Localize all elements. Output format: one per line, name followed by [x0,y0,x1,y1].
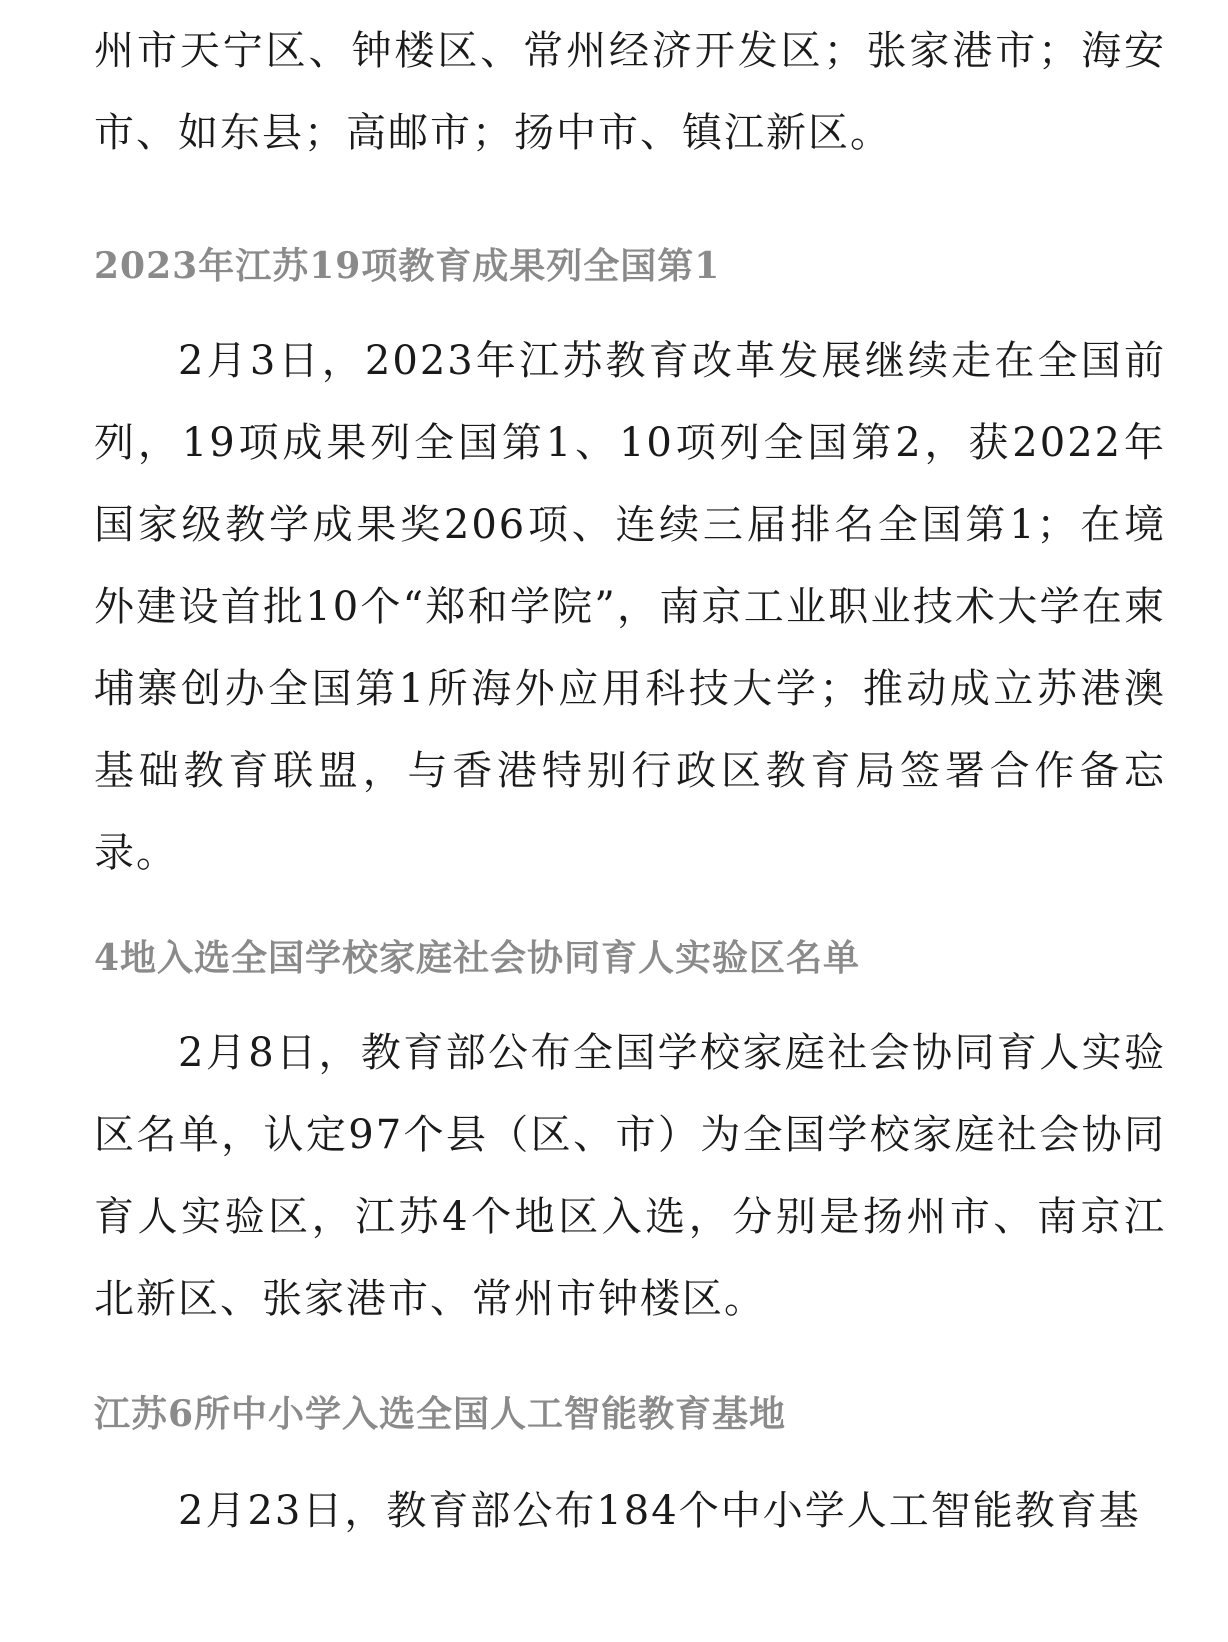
continuation-paragraph: 州市天宁区、钟楼区、常州经济开发区；张家港市；海安市、如东县；高邮市；扬中市、镇江新区。 [94,28,1166,156]
section-paragraph: 2月8日，教育部公布全国学校家庭社会协同育人实验区名单，认定97个县（区、市）为全国学校家庭社会协同育人实验区，江苏4个地区入选，分别是扬州市、南京江北新区、张家港市、常州市钟楼区。 [94,1030,1166,1322]
section-heading: 2023年江苏19项教育成果列全国第1 [94,245,721,287]
section-paragraph: 2月3日，2023年江苏教育改革发展继续走在全国前列，19项成果列全国第1、10项列全国第2，获2022年国家级教学成果奖206项、连续三届排名全国第1；在境外建设首批10个“郑和学院”，南京工业职业技术大学在柬埔寨创办全国第1所海外应用科技大学；推动成立苏港澳基础教育联盟，与香港特别行政区教育局签署合作备忘录。 [94,338,1166,876]
section-heading: 4地入选全国学校家庭社会协同育人实验区名单 [94,937,861,979]
section-paragraph: 2月23日，教育部公布184个中小学人工智能教育基 [178,1488,1141,1534]
section-heading: 江苏6所中小学入选全国人工智能教育基地 [94,1393,787,1435]
